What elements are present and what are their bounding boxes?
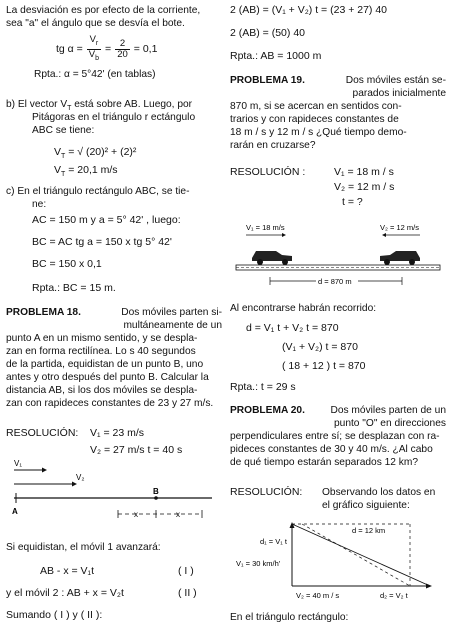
resolution-19-label: RESOLUCIÓN : (230, 166, 306, 178)
problem-18-line-8: zan con rapideces constantes de 23 y 27 m/s. (6, 398, 214, 409)
resolution-20-label: RESOLUCIÓN: (230, 486, 303, 498)
tg-num1: V (89, 34, 96, 45)
b-line-3: ABC se tiene: (32, 125, 95, 136)
diag18-B: B (153, 487, 159, 496)
equation-1-tag: ( I ) (178, 565, 194, 577)
intro-line-1: La desviación es por efecto de la corriente, (6, 5, 201, 16)
rpta-a: Rpta.: α = 5°42' (en tablas) (34, 69, 156, 80)
tg-num2: 2 (115, 39, 130, 50)
diagram-problem-19 (230, 218, 446, 288)
problem-19-line-6: rarán en cruzarse? (230, 140, 316, 151)
diag19-v1-label: V₁ = 18 m/s (246, 223, 285, 232)
ab-equation-2: 2 (AB) = (50) 40 (230, 27, 305, 39)
v2-arrow-head (72, 482, 77, 487)
d-equation-2: (V₁ + V₂) t = 870 (282, 341, 358, 353)
fraction-2-20 (115, 39, 130, 60)
problem-20-title: PROBLEMA 20. (230, 405, 305, 416)
problem-19-title: PROBLEMA 19. (230, 75, 305, 86)
resolution-18-v1: V₁ = 23 m/s (90, 427, 145, 439)
tg-den1-sub: b (95, 54, 100, 62)
ab-answer: Rpta.: AB = 1000 m (230, 50, 322, 62)
resolution-19-v2: V₂ = 12 m / s (334, 181, 395, 193)
problem-20-line-3: perpendiculares entre sí; se desplazan con ra- (230, 431, 440, 442)
diag20-v1-label: V₁ = 30 km/h' (236, 559, 281, 568)
diag18-x1: x (134, 510, 138, 519)
vt-equation-2: $V_T = 20,1$ m/s (54, 164, 118, 179)
diagram-problem-20 (230, 514, 446, 604)
rpta-c: Rpta.: BC = 15 m. (32, 282, 116, 294)
fraction-vr-vb (87, 35, 101, 64)
c-line-2: ne: (32, 199, 47, 210)
problem-18-line-4: zan en forma rectilínea. Lo s 40 segundos (6, 346, 196, 357)
problem-20-line-1: PROBLEMA 20. Dos móviles parten de un (230, 405, 446, 416)
ab-equation-1: 2 (AB) = (V₁ + V₂) t = (23 + 27) 40 (230, 4, 388, 16)
problem-19-line-3: 870 m, si se acercan en sentidos con- (230, 101, 402, 112)
diag18-x2: x (176, 510, 180, 519)
point-b-dot (154, 496, 158, 500)
car-1 (252, 251, 292, 265)
tg-den2: 20 (117, 48, 128, 60)
problem-20-line-4: pideces constantes de 30 y 40 m/s. ¿Al cabo (230, 444, 433, 455)
rpta-19: Rpta.: t = 29 s (230, 381, 296, 393)
problem-18-line-6: antes y otro después del punto B. Calcular la (6, 372, 209, 383)
tg-num1-sub: r (95, 39, 99, 47)
v1-arrow-head (42, 468, 47, 473)
sumando-line: Sumando ( I ) y ( II ): (6, 609, 103, 621)
problem-18-line-1: PROBLEMA 18. Dos móviles parten si- (6, 307, 222, 318)
car-2 (380, 251, 420, 265)
diag19-d-label: d = 870 m (318, 277, 352, 286)
diag20-v2-label: V₂ = 40 m / s (296, 591, 340, 600)
resolution-18-v2: V₂ = 27 m/s t = 40 s (90, 444, 183, 456)
problem-19-line-4: trarios y con rapideces constantes de (230, 114, 399, 125)
diag18-v1-label: V₁ (14, 459, 23, 468)
tg-den1: V (88, 48, 96, 60)
diag20-d-label: d = 12 km (352, 526, 386, 535)
problem-19-line-2: parados inicialmente (352, 88, 446, 99)
resolution-18-label: RESOLUCIÓN: (6, 427, 79, 439)
bc-equation-1: BC = AC tg a = 150 x tg 5° 42' (32, 236, 172, 248)
problem-18-line-3: punto A en un mismo sentido, y se despla- (6, 333, 198, 344)
tangent-equation (56, 35, 157, 64)
resolution-19-t: t = ? (342, 196, 363, 208)
problem-18-line-5: de la partida, equidistan de un punto B, uno (6, 359, 204, 370)
c-line-1: c) En el triángulo rectángulo ABC, se tie- (6, 186, 190, 197)
equidistant-sentence: Si equidistan, el móvil 1 avanzará: (6, 542, 161, 553)
ac-equation: AC = 150 m y a = 5° 42' , luego: (32, 214, 181, 226)
problem-19-line-1: PROBLEMA 19. Dos móviles están se- (230, 75, 446, 86)
problem-20-line-2: punto "O" en direcciones (333, 418, 446, 429)
diag19-v2-label: V₂ = 12 m/s (380, 223, 419, 232)
tg-lhs: tg α = (56, 43, 83, 56)
encounter-sentence: Al encontrarse habrán recorrido: (230, 303, 377, 314)
resolution-20-text-2: el gráfico siguiente: (322, 500, 410, 511)
triangle-sentence: En el triángulo rectángulo: (230, 612, 349, 623)
diag18-v2-label: V₂ (76, 473, 85, 482)
problem-18-line-7: distancia AB, si los dos móviles se despla- (6, 385, 198, 396)
d-equation-3: ( 18 + 12 ) t = 870 (282, 360, 366, 372)
diag18-A: A (12, 507, 18, 516)
resolution-19-v1: V₁ = 18 m / s (334, 166, 394, 178)
diag20-d2-label: d₂ = V₂ t (380, 591, 408, 600)
intro-line-2: sea "a" el ángulo que se desvía el bote. (6, 18, 185, 29)
problem-20-line-5: de qué tiempo estarán separados 12 km? (230, 457, 419, 468)
vt-equation-1: $V_T$ = √ (20)² + (2)² (54, 146, 137, 161)
b-line-1: b) El vector $V_T$ está sobre AB. Luego, por (6, 99, 193, 113)
equation-1: AB - x = V₁t (40, 565, 95, 577)
problem-19-line-5: 18 m / s y 12 m / s ¿Qué tiempo demo- (230, 127, 407, 138)
resolution-20-text-1: Observando los datos en (322, 487, 436, 498)
problem-18-title: PROBLEMA 18. (6, 307, 81, 318)
diag20-d1-label: d₁ = V₁ t (260, 537, 287, 546)
equation-2-tag: ( II ) (178, 587, 197, 599)
d-equation-1: d = V₁ t + V₂ t = 870 (246, 322, 339, 334)
tg-rhs: = 0,1 (133, 43, 158, 56)
equation-2: y el móvil 2 : AB + x = V₂t (6, 587, 124, 599)
problem-18-line-2: multáneamente de un (123, 320, 222, 331)
tg-eq: = (105, 43, 112, 56)
bc-equation-2: BC = 150 x 0,1 (32, 258, 102, 270)
b-line-2: Pitágoras en el triángulo r ectángulo (32, 112, 196, 123)
diagram-problem-18 (6, 456, 222, 528)
